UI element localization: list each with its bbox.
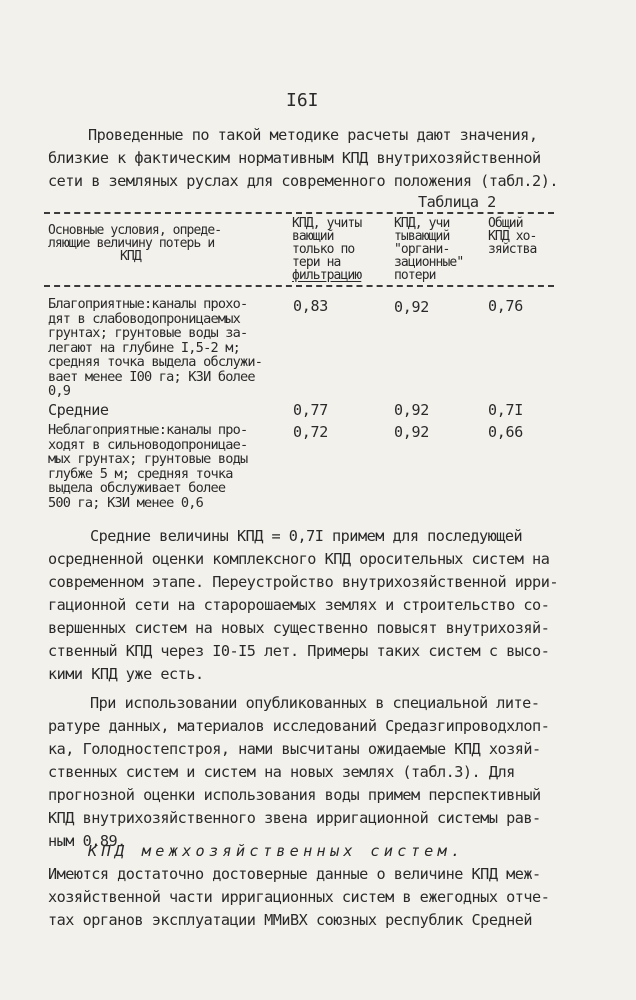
header-line: зационные" [394,255,464,270]
cell-kpd-total: 0,66 [488,423,523,441]
paragraph-line: ным 0,89. [48,832,126,850]
section-heading: КПД межхозяйственных систем. [88,842,465,860]
intro-line: сети в земляных руслах для современного положения (табл.2). [48,172,558,190]
paragraph-line: осредненной оценки комплексного КПД оросительных систем на [48,550,550,568]
header-line: КПД хо- [488,229,537,244]
table-row-favorable [48,297,262,399]
condition-line: грунтах; грунтовые воды за- [48,325,248,341]
header-line: тери на [292,255,341,270]
paragraph-line: КПД внутрихозяйственного звена ирригационной системы рав- [48,809,541,827]
condition-line: выдела обслуживает более [48,480,226,496]
table-title: Таблица 2 [418,193,496,211]
cell-kpd-total: 0,7I [488,401,523,419]
condition-line: 500 га; КЗИ менее 0,6 [48,494,204,511]
table-row-unfavorable [48,423,247,510]
cell-kpd-filtration: 0,72 [293,423,328,441]
paragraph-line: вершенных систем на новых существенно повысят внутрихозяй- [48,619,550,637]
header-line: "органи- [394,242,450,257]
paragraph-line: ка, Голодностепстроя, нами высчитаны ожидаемые КПД хозяй- [48,740,541,758]
condition-average: Средние [48,401,109,419]
header-conditions-line: ляющие величину потерь и [48,236,215,251]
table-header-rule [44,285,554,287]
header-conditions-line: КПД [120,249,141,264]
header-conditions [48,224,221,250]
condition-line: вает менее I00 га; КЗИ более [48,368,255,385]
paragraph-line: ственный КПД через I0-I5 лет. Примеры таких систем с высо- [48,642,550,660]
paragraph-line: современном этапе. Переустройство внутрихозяйственной ирри- [48,573,558,591]
header-line: КПД, учиты [292,216,362,231]
paragraph-line: хозяйственной части ирригационных систем в ежегодных отче- [48,888,550,906]
condition-line: 0,9 [48,383,71,399]
condition-line: Неблагоприятные:каналы про- [48,422,248,438]
header-line: фильтрацию [292,268,362,283]
header-line: тывающий [394,229,450,244]
condition-line: средняя точка выдела обслужи- [48,354,263,370]
header-line: зяйства [488,242,537,257]
intro-line: близкие к фактическим нормативным КПД внутрихозяйственной [48,149,541,167]
paragraph-line: Средние величины КПД = 0,7I примем для последующей [90,527,523,545]
paragraph-line: ственных систем и систем на новых землях (табл.3). Для [48,763,515,781]
header-conditions-line: Основные условия, опреде- [48,223,222,238]
header-line: только по [292,242,355,257]
paragraph-line: гационной сети на старорошаемых землях и строительство со- [48,596,550,614]
header-line: КПД, учи [394,216,450,231]
header-kpd-organizational [394,217,463,282]
cell-kpd-organizational: 0,92 [394,423,429,441]
header-line: потери [394,268,436,283]
cell-kpd-organizational: 0,92 [394,298,429,316]
paragraph-line: ратуре данных, материалов исследований Средазгипроводхлоп- [48,717,550,735]
table-top-rule [44,212,554,214]
intro-line: Проведенные по такой методике расчеты дают значения, [88,126,538,144]
cell-kpd-filtration: 0,83 [293,297,328,315]
paragraph-line: При использовании опубликованных в специальной лите- [90,694,540,712]
header-line: вающий [292,229,334,244]
condition-line: легают на глубине I,5-2 м; [48,339,240,356]
paragraph-line: прогнозной оценки использования воды примем перспективный [48,786,541,804]
cell-kpd-filtration: 0,77 [293,401,328,419]
cell-kpd-total: 0,76 [488,297,523,315]
condition-line: ходят в сильноводопроницае- [48,436,248,453]
header-kpd-filtration [292,217,361,282]
condition-line: мых грунтах; грунтовые воды [48,451,248,467]
paragraph-line: тах органов эксплуатации ММиВХ союзных республик Средней [48,911,533,929]
cell-kpd-organizational: 0,92 [394,401,429,419]
paragraph-line: Имеются достаточно достоверные данные о величине КПД меж- [48,865,541,883]
paragraph-line: кими КПД уже есть. [48,665,204,683]
condition-line: дят в слабоводопроницаемых [48,310,240,327]
condition-line: Благоприятные:каналы прохо- [48,296,248,312]
header-line: Общий [488,216,523,231]
condition-line: глубже 5 м; средняя точка [48,465,233,482]
header-kpd-total [488,217,537,256]
page-number: I6I [286,90,319,111]
